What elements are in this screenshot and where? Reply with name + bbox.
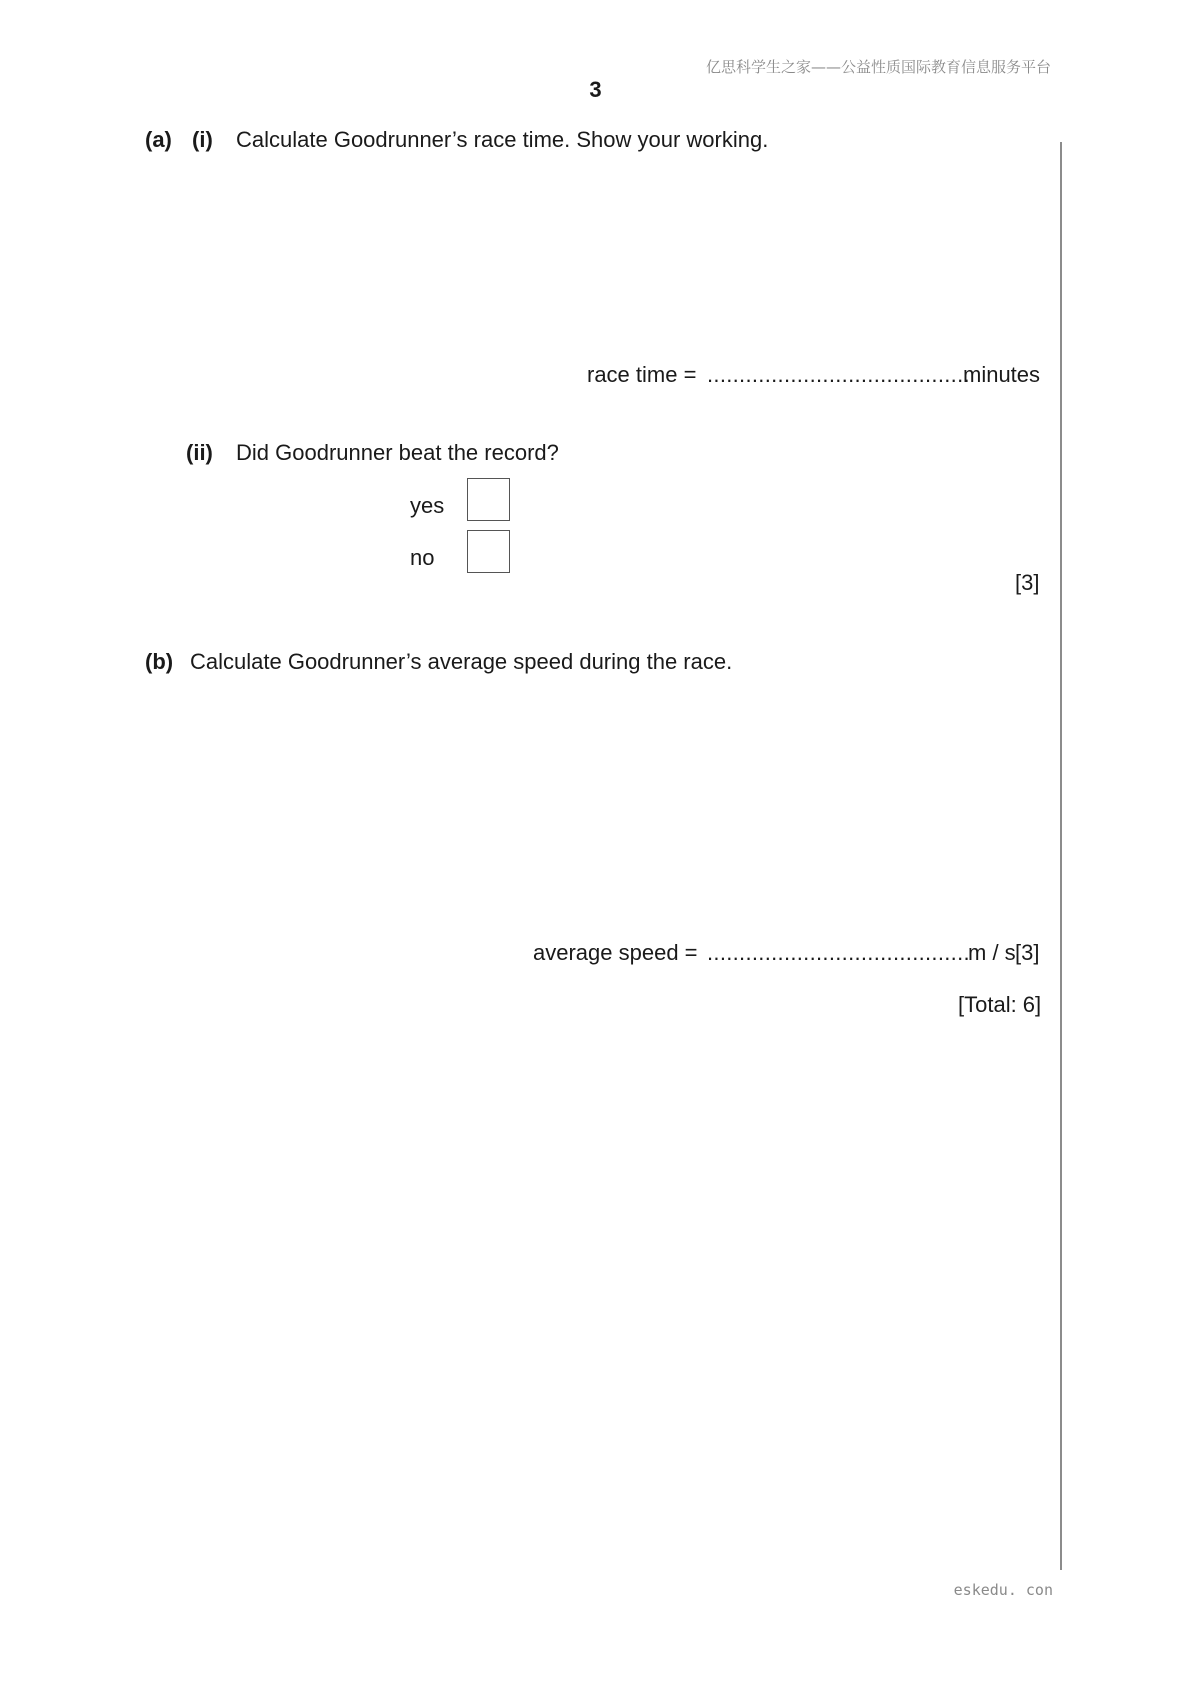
part-b-label: (b) xyxy=(145,649,174,674)
race-time-label: race time = xyxy=(587,362,697,387)
no-checkbox[interactable] xyxy=(467,530,510,573)
header-site-text: 亿思科学生之家——公益性质国际教育信息服务平台 xyxy=(705,58,1051,76)
margin-rule xyxy=(1060,142,1062,1570)
sub-ii-label: (ii) xyxy=(186,440,213,465)
part-a-label: (a) xyxy=(145,127,172,152)
part-a-marks: [3] xyxy=(1015,570,1040,595)
average-speed-answer-field[interactable]: ......................................... xyxy=(707,940,970,965)
average-speed-unit: m / s xyxy=(968,940,1016,965)
sub-ii-question: Did Goodrunner beat the record? xyxy=(236,440,559,465)
option-yes-label: yes xyxy=(410,493,445,518)
page-number: 3 xyxy=(589,77,602,102)
average-speed-label: average speed = xyxy=(533,940,698,965)
yes-checkbox[interactable] xyxy=(467,478,510,521)
race-time-unit: minutes xyxy=(963,362,1041,387)
race-time-answer-field[interactable]: ......................................... xyxy=(707,362,970,387)
sub-i-label: (i) xyxy=(192,127,213,152)
part-b-question: Calculate Goodrunner’s average speed during the race. xyxy=(190,649,733,674)
footer-site-text: eskedu. con xyxy=(953,1581,1053,1599)
sub-i-question: Calculate Goodrunner’s race time. Show your working. xyxy=(236,127,769,152)
total-marks: [Total: 6] xyxy=(958,992,1042,1017)
part-b-marks: [3] xyxy=(1015,940,1040,965)
option-no-label: no xyxy=(410,545,435,570)
